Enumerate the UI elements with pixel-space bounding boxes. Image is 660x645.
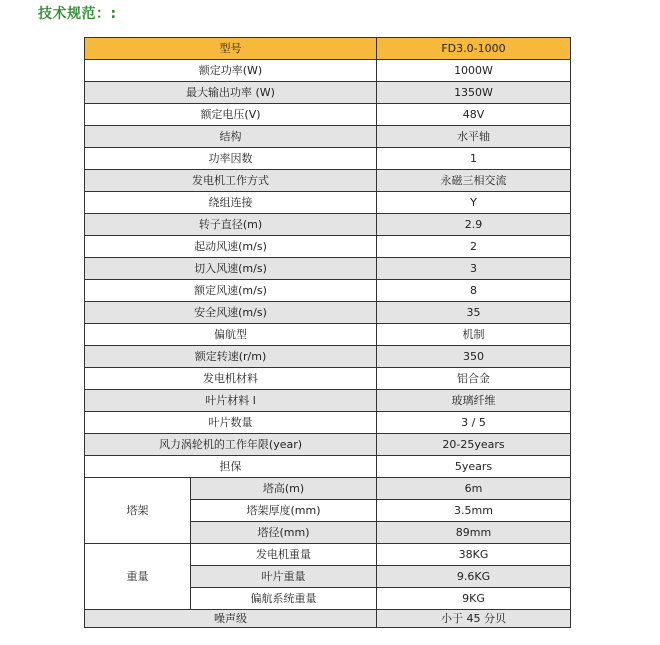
row-value: 89mm: [377, 522, 571, 544]
row-label: 安全风速(m/s): [85, 302, 377, 324]
row-label: 额定转速(r/m): [85, 346, 377, 368]
row-value: 1: [377, 148, 571, 170]
table-row: [85, 148, 571, 170]
row-value: 8: [377, 280, 571, 302]
table-row: [85, 390, 571, 412]
header-value: FD3.0-1000: [377, 38, 571, 60]
row-label: 偏航型: [85, 324, 377, 346]
row-value: 2.9: [377, 214, 571, 236]
row-label: 发电机重量: [191, 544, 377, 566]
row-label: 噪声级: [85, 610, 377, 628]
row-label: 塔高(m): [191, 478, 377, 500]
table-row: [85, 60, 571, 82]
table-row: [85, 456, 571, 478]
row-value: 铝合金: [377, 368, 571, 390]
row-value: 9.6KG: [377, 566, 571, 588]
table-row: [85, 302, 571, 324]
row-label: 叶片材料 l: [85, 390, 377, 412]
row-value: 35: [377, 302, 571, 324]
row-value: 5years: [377, 456, 571, 478]
table-row: [85, 434, 571, 456]
row-value: 3.5mm: [377, 500, 571, 522]
row-label: 最大输出功率 (W): [85, 82, 377, 104]
row-label: 塔架厚度(mm): [191, 500, 377, 522]
row-label: 发电机材料: [85, 368, 377, 390]
row-value: 水平轴: [377, 126, 571, 148]
row-label: 结构: [85, 126, 377, 148]
table-row: [85, 610, 571, 628]
table-row: [85, 324, 571, 346]
row-value: 永磁三相交流: [377, 170, 571, 192]
row-value: 3 / 5: [377, 412, 571, 434]
table-row: [85, 214, 571, 236]
row-value: 3: [377, 258, 571, 280]
row-value: 1350W: [377, 82, 571, 104]
table-row: [85, 544, 571, 566]
header-label: 型号: [85, 38, 377, 60]
row-value: 350: [377, 346, 571, 368]
row-label: 额定风速(m/s): [85, 280, 377, 302]
row-label: 转子直径(m): [85, 214, 377, 236]
table-row: [85, 258, 571, 280]
row-value: 48V: [377, 104, 571, 126]
table-row: [85, 104, 571, 126]
row-label: 起动风速(m/s): [85, 236, 377, 258]
table-row: [85, 82, 571, 104]
table-header-row: [85, 38, 571, 60]
row-label: 塔径(mm): [191, 522, 377, 544]
row-label: 发电机工作方式: [85, 170, 377, 192]
specs-table: [84, 37, 571, 628]
row-label: 风力涡轮机的工作年限(year): [85, 434, 377, 456]
group-label-tower: 塔架: [85, 478, 191, 544]
row-label: 绕组连接: [85, 192, 377, 214]
row-label: 担保: [85, 456, 377, 478]
row-value: Y: [377, 192, 571, 214]
row-value: 1000W: [377, 60, 571, 82]
row-label: 切入风速(m/s): [85, 258, 377, 280]
table-row: [85, 126, 571, 148]
table-row: [85, 368, 571, 390]
row-value: 9KG: [377, 588, 571, 610]
table-row: [85, 478, 571, 500]
row-value: 38KG: [377, 544, 571, 566]
row-value: 2: [377, 236, 571, 258]
table-row: [85, 170, 571, 192]
table-row: [85, 192, 571, 214]
table-row: [85, 412, 571, 434]
group-label-weight: 重量: [85, 544, 191, 610]
row-value: 玻璃纤维: [377, 390, 571, 412]
row-value: 6m: [377, 478, 571, 500]
table-row: [85, 236, 571, 258]
row-label: 叶片数量: [85, 412, 377, 434]
row-label: 功率因数: [85, 148, 377, 170]
table-row: [85, 346, 571, 368]
row-label: 偏航系统重量: [191, 588, 377, 610]
row-value: 小于 45 分贝: [377, 610, 571, 628]
row-label: 叶片重量: [191, 566, 377, 588]
row-label: 额定功率(W): [85, 60, 377, 82]
page-heading: 技术规范：:: [38, 6, 117, 22]
table-row: [85, 280, 571, 302]
row-value: 机制: [377, 324, 571, 346]
row-label: 额定电压(V): [85, 104, 377, 126]
row-value: 20-25years: [377, 434, 571, 456]
